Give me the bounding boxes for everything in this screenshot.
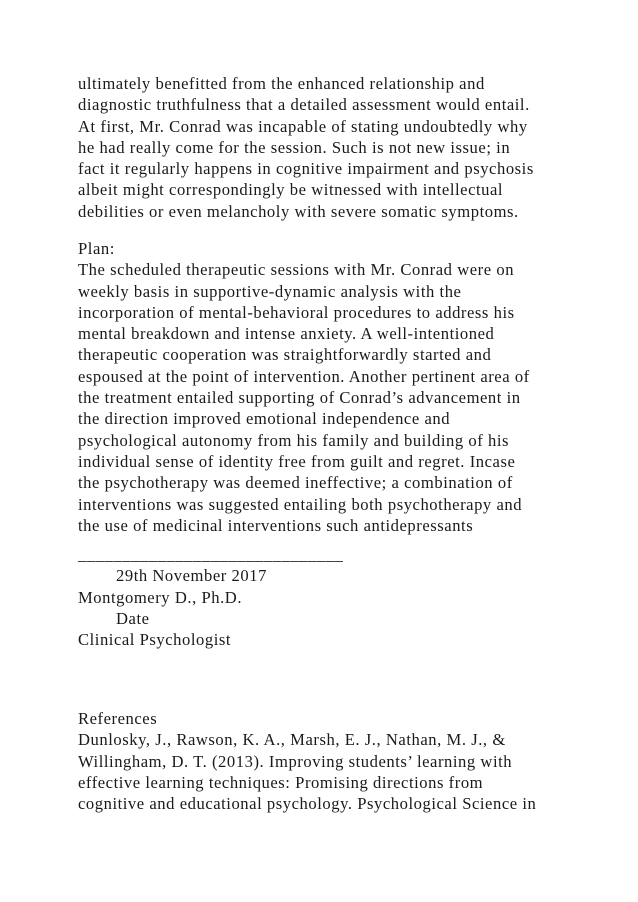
paragraph-line: At first, Mr. Conrad was incapable of stating undoubtedly why [78, 116, 528, 136]
signature-date-label: Date [116, 608, 150, 628]
plan-line: mental breakdown and intense anxiety. A well-intentioned [78, 324, 495, 344]
plan-line: therapeutic cooperation was straightforwardly started and [78, 345, 492, 365]
signature-date-value: 29th November 2017 [116, 566, 267, 586]
plan-line: The scheduled therapeutic sessions with Mr. Conrad were on [78, 260, 515, 280]
plan-line: psychological autonomy from his family and building of his [78, 430, 510, 450]
plan-line: weekly basis in supportive-dynamic analysis with the [78, 281, 462, 301]
reference-line: Dunlosky, J., Rawson, K. A., Marsh, E. J., Nathan, M. J., & [78, 730, 506, 750]
assessment-paragraph [78, 73, 618, 222]
reference-line: cognitive and educational psychology. Psychological Science in [78, 794, 537, 814]
reference-line: Willingham, D. T. (2013). Improving students’ learning with [78, 751, 513, 771]
references-section [78, 708, 618, 814]
signature-title: Clinical Psychologist [78, 630, 232, 650]
plan-section [78, 238, 618, 536]
references-heading: References [78, 709, 158, 728]
paragraph-line: albeit might correspondingly be witnessed with intellectual [78, 180, 504, 200]
paragraph-line: debilities or even melancholy with severe somatic symptoms. [78, 201, 519, 221]
reference-line: effective learning techniques: Promising directions from [78, 772, 484, 792]
plan-line: individual sense of identity free from guilt and regret. Incase [78, 451, 516, 471]
plan-line: the treatment entailed supporting of Conrad’s advancement in [78, 388, 521, 408]
signature-block [78, 544, 618, 650]
plan-line: interventions was suggested entailing both psychotherapy and [78, 494, 523, 514]
paragraph-line: fact it regularly happens in cognitive impairment and psychosis [78, 159, 534, 179]
paragraph-line: ultimately benefitted from the enhanced relationship and [78, 74, 485, 93]
signature-name: Montgomery D., Ph.D. [78, 587, 243, 607]
paragraph-line: diagnostic truthfulness that a detailed assessment would entail. [78, 95, 530, 115]
plan-line: espoused at the point of intervention. Another pertinent area of [78, 366, 530, 386]
signature-rule: ______________________________ [78, 545, 344, 564]
plan-line: the use of medicinal interventions such antidepressants [78, 515, 474, 535]
paragraph-line: he had really come for the session. Such is not new issue; in [78, 137, 511, 157]
plan-heading: Plan: [78, 239, 115, 258]
plan-line: the psychotherapy was deemed ineffective; a combination of [78, 473, 513, 493]
plan-line: the direction improved emotional independence and [78, 409, 451, 429]
plan-line: incorporation of mental-behavioral procedures to address his [78, 302, 515, 322]
